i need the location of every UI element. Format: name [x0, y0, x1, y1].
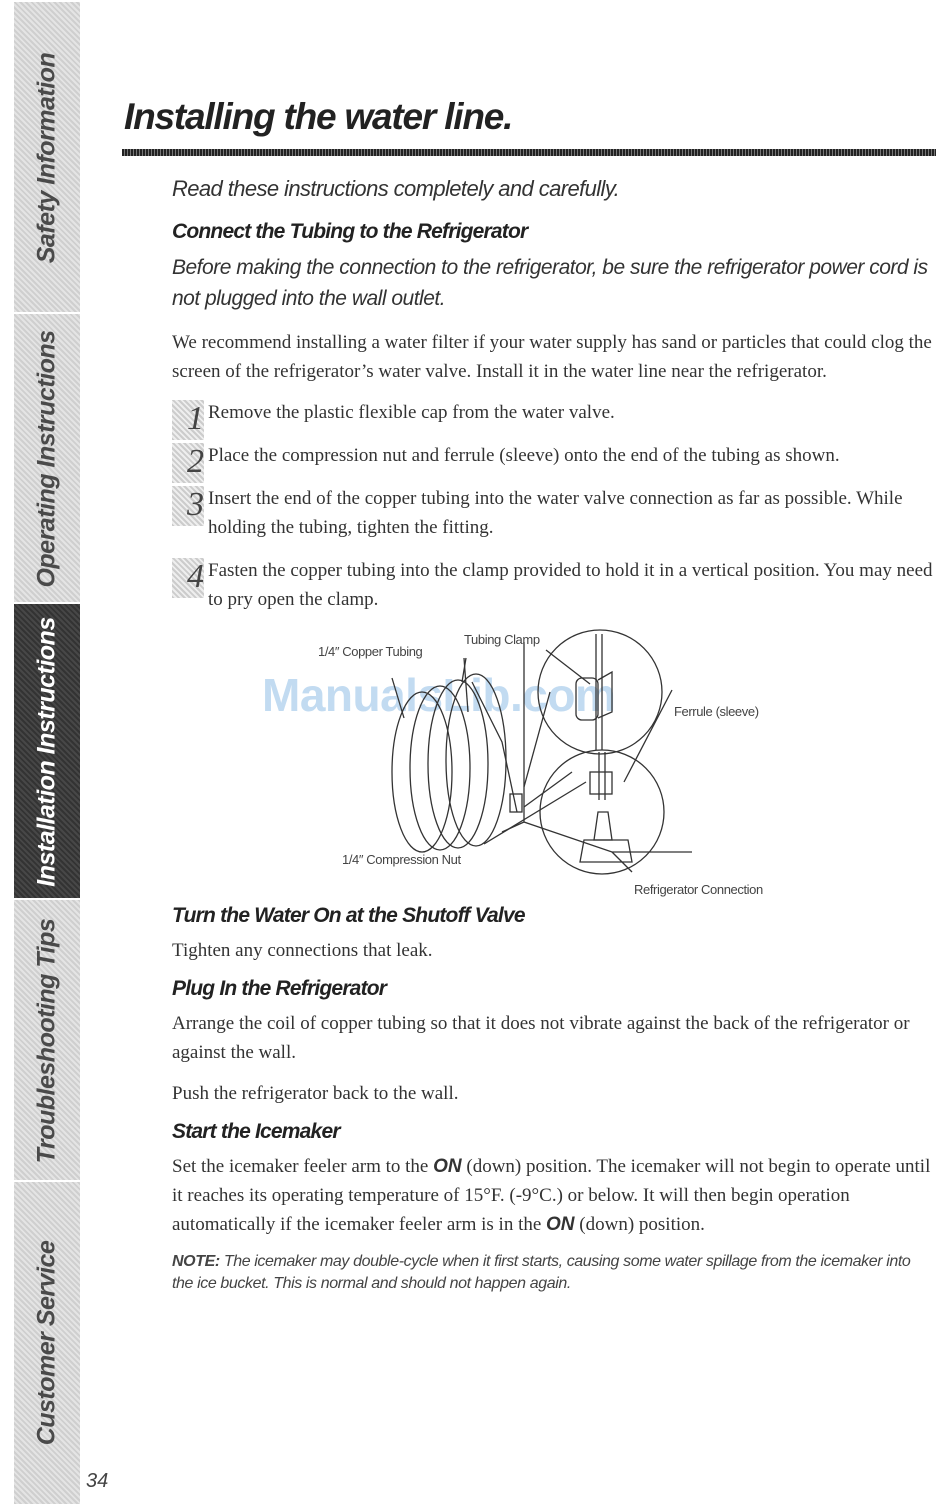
tab-customer-service[interactable] — [14, 1180, 80, 1504]
step-4 — [172, 556, 934, 614]
step-number: 1 — [172, 400, 204, 440]
on-label: ON — [433, 1156, 462, 1177]
watermark: ManualsLib.com — [262, 669, 616, 721]
step-2 — [172, 441, 934, 480]
section-heading-connect: Connect the Tubing to the Refrigerator — [172, 220, 528, 243]
intro-text: Read these instructions completely and carefully. — [172, 176, 620, 201]
section-tabs — [0, 0, 86, 1502]
tab-label: Customer Service — [32, 1240, 61, 1446]
section-heading-icemaker: Start the Icemaker — [172, 1120, 340, 1143]
filter-recommendation: We recommend installing a water filter if your water supply has sand or particles that could clog the screen of the refrigerator’s water valve. Install it in the water line near the refrigerator. — [172, 332, 932, 382]
section-heading-plug-in: Plug In the Refrigerator — [172, 977, 387, 1000]
step-number: 4 — [172, 558, 204, 598]
text-run: (down) position. — [574, 1214, 705, 1235]
warning-text: Before making the connection to the refrigerator, be sure the refrigerator power cord is not plugged into the wall outlet. — [172, 256, 928, 310]
page-title: Installing the water line. — [124, 96, 513, 137]
section-heading-water-on: Turn the Water On at the Shutoff Valve — [172, 904, 525, 927]
text-run: Set the icemaker feeler arm to the — [172, 1156, 434, 1177]
label-compression-nut: 1/4″ Compression Nut — [342, 852, 461, 867]
tab-installation-instructions[interactable] — [14, 602, 80, 900]
coil-instruction: Arrange the coil of copper tubing so that it does not vibrate against the back of the refrigerator or against the wall. — [172, 1013, 910, 1063]
note — [172, 1251, 934, 1295]
label-copper-tubing: 1/4″ Copper Tubing — [318, 644, 423, 659]
step-text: Fasten the copper tubing into the clamp provided to hold it in a vertical position. You may need to pry open the clamp. — [208, 560, 933, 610]
push-back-instruction: Push the refrigerator back to the wall. — [172, 1083, 459, 1104]
step-number: 2 — [172, 443, 204, 483]
tab-troubleshooting-tips[interactable] — [14, 898, 80, 1182]
step-3 — [172, 484, 934, 542]
tab-operating-instructions[interactable] — [14, 312, 80, 604]
label-ferrule: Ferrule (sleeve) — [674, 704, 759, 719]
icemaker-instruction — [172, 1152, 934, 1239]
text-run: (down) position. The icemaker will not begin to operate until it reaches its operating temperature of 15°F. (-9°C.) or below. It will then begin operation automatically if the icemaker feeler arm is in the — [172, 1156, 931, 1235]
title-rule — [122, 149, 936, 156]
main-content — [172, 176, 934, 1295]
diagram-illustration — [172, 622, 934, 894]
note-label: NOTE: — [172, 1253, 220, 1270]
water-line-diagram — [172, 622, 934, 897]
step-text: Remove the plastic flexible cap from the water valve. — [208, 402, 615, 423]
tab-label: Operating Instructions — [32, 330, 61, 588]
on-label: ON — [546, 1214, 575, 1235]
tab-safety-information[interactable] — [14, 0, 80, 314]
step-text: Insert the end of the copper tubing into the water valve connection as far as possible. While holding the tubing, tighten the fitting. — [208, 488, 903, 538]
step-number: 3 — [172, 486, 204, 526]
step-1 — [172, 398, 934, 437]
label-tubing-clamp: Tubing Clamp — [464, 632, 540, 647]
leak-instruction: Tighten any connections that leak. — [172, 940, 433, 961]
step-text: Place the compression nut and ferrule (sleeve) onto the end of the tubing as shown. — [208, 445, 840, 466]
label-refrigerator-connection: Refrigerator Connection — [634, 882, 763, 897]
tab-label: Installation Instructions — [32, 617, 61, 887]
page-number: 34 — [86, 1470, 109, 1492]
tab-label: Troubleshooting Tips — [32, 918, 61, 1164]
note-text: The icemaker may double-cycle when it first starts, causing some water spillage from the icemaker into the ice bucket. This is normal and should not happen again. — [172, 1253, 911, 1292]
tab-label: Safety Information — [32, 52, 61, 264]
